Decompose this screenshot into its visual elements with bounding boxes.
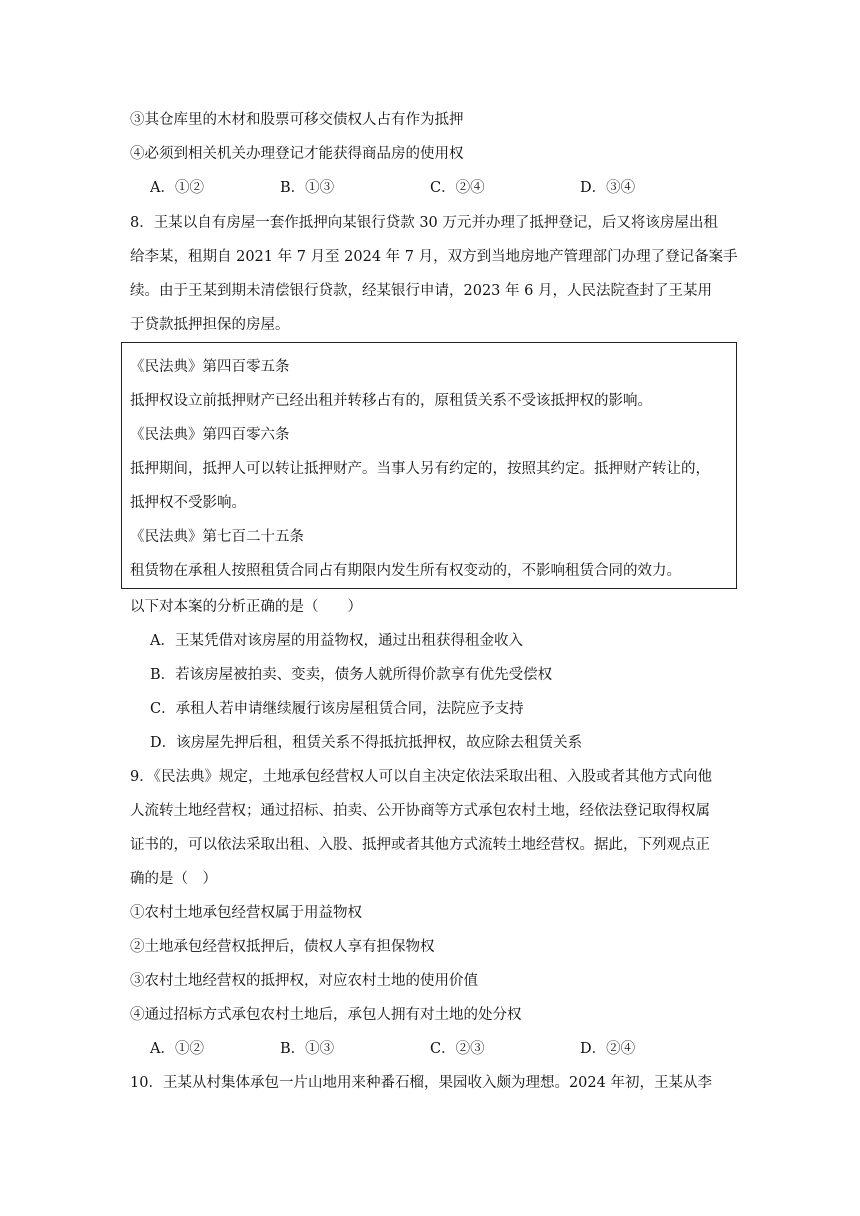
q7-option-c: C．②④ [430, 180, 485, 196]
q7-options [150, 178, 710, 198]
q8-option-c: C．承租人若申请继续履行该房屋租赁合同，法院应予支持 [150, 701, 524, 717]
q10-stem-line-1: 10．王某从村集体承包一片山地用来种番石榴，果园收入颇为理想。2024 年初，王某从李 [130, 1075, 712, 1091]
q9-item-1: ①农村土地承包经营权属于用益物权 [130, 905, 362, 921]
q8-stem-line-3: 续。由于王某到期未清偿银行贷款，经某银行申请，2023 年 6 月，人民法院查封了王某用 [130, 283, 712, 299]
q7-item-3: ③其仓库里的木材和股票可移交债权人占有作为抵押 [130, 112, 464, 128]
q8-stem-line-1: 8．王某以自有房屋一套作抵押向某银行贷款 30 万元并办理了抵押登记，后又将该房屋出租 [130, 215, 718, 231]
q9-option-d: D．②④ [580, 1041, 636, 1057]
q8-question: 以下对本案的分析正确的是（ ） [130, 599, 362, 615]
article-725-text: 租赁物在承租人按照租赁合同占有期限内发生所有权变动的，不影响租赁合同的效力。 [130, 563, 681, 579]
q9-item-4: ④通过招标方式承包农村土地后，承包人拥有对土地的处分权 [130, 1007, 522, 1023]
q7-option-b: B．①③ [280, 180, 335, 196]
article-405-text: 抵押权设立前抵押财产已经出租并转移占有的，原租赁关系不受该抵押权的影响。 [130, 393, 652, 409]
article-406-text-1: 抵押期间，抵押人可以转让抵押财产。当事人另有约定的，按照其约定。抵押财产转让的， [130, 461, 710, 477]
q9-stem-line-3: 证书的，可以依法采取出租、入股、抵押或者其他方式流转土地经营权。据此，下列观点正 [130, 837, 710, 853]
q9-option-c: C．②③ [430, 1041, 485, 1057]
q8-option-a: A．王某凭借对该房屋的用益物权，通过出租获得租金收入 [150, 633, 523, 649]
q9-item-3: ③农村土地经营权的抵押权，对应农村土地的使用价值 [130, 973, 478, 989]
q9-options [150, 1039, 710, 1059]
q7-option-d: D．③④ [580, 180, 636, 196]
q8-stem-line-4: 于贷款抵押担保的房屋。 [130, 317, 290, 333]
q8-option-d: D．该房屋先押后租，租赁关系不得抵抗抵押权，故应除去租赁关系 [150, 735, 583, 751]
article-406-text-2: 抵押权不受影响。 [130, 495, 246, 511]
q9-option-a: A．①② [150, 1041, 204, 1057]
q8-option-b: B．若该房屋被拍卖、变卖，债务人就所得价款享有优先受偿权 [150, 667, 553, 683]
q9-stem-line-1: 9．《民法典》规定，土地承包经营权人可以自主决定依法采取出租、入股或者其他方式向他 [130, 769, 712, 785]
article-725-title: 《民法典》第七百二十五条 [130, 529, 304, 545]
q9-stem-line-2: 人流转土地经营权；通过招标、拍卖、公开协商等方式承包农村土地，经依法登记取得权属 [130, 803, 710, 819]
q9-option-b: B．①③ [280, 1041, 335, 1057]
article-405-title: 《民法典》第四百零五条 [130, 359, 290, 375]
q7-option-a: A．①② [150, 180, 204, 196]
article-406-title: 《民法典》第四百零六条 [130, 427, 290, 443]
q8-stem-line-2: 给李某，租期自 2021 年 7 月至 2024 年 7 月，双方到当地房地产管理部门办理了登记备案手 [130, 249, 738, 265]
q7-item-4: ④必须到相关机关办理登记才能获得商品房的使用权 [130, 146, 464, 162]
q9-item-2: ②土地承包经营权抵押后，债权人享有担保物权 [130, 939, 435, 955]
civil-code-excerpt-box [121, 342, 737, 589]
q9-stem-line-4: 确的是（ ） [130, 871, 217, 887]
